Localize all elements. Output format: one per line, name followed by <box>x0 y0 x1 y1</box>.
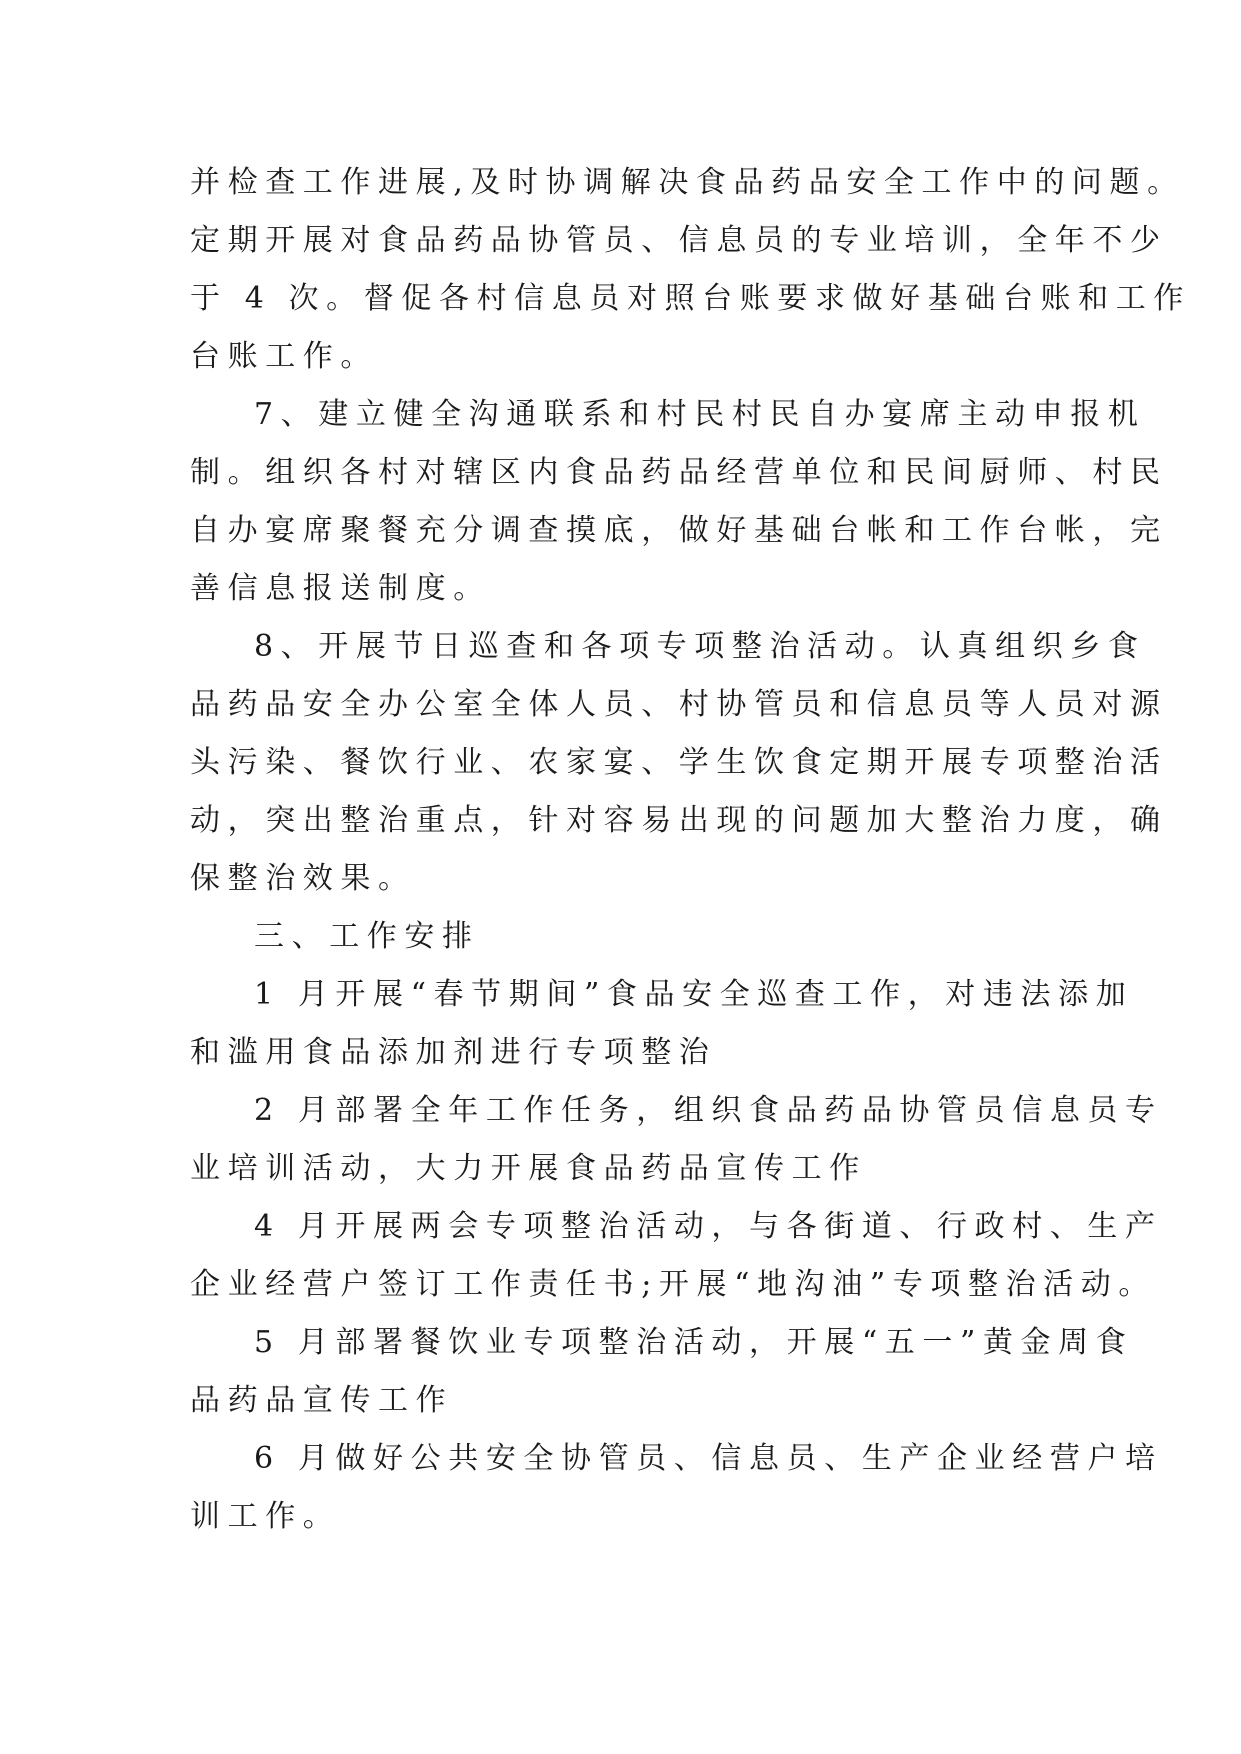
text-line: 保整治效果。 <box>190 861 416 896</box>
text-line: 动，突出整治重点，针对容易出现的问题加大整治力度，确 <box>190 803 1168 838</box>
schedule-item-may: 5 月部署餐饮业专项整治活动，开展“五一”黄金周食 <box>254 1325 1134 1360</box>
text-line: 并检查工作进展,及时协调解决食品药品安全工作中的问题。 <box>190 165 1185 200</box>
text-line: 品药品宣传工作 <box>190 1383 454 1418</box>
section-heading: 三、工作安排 <box>254 919 480 954</box>
schedule-item-jan: 1 月开展“春节期间”食品安全巡查工作，对违法添加 <box>254 977 1134 1012</box>
text-line: 于 4 次。督促各村信息员对照台账要求做好基础台账和工作 <box>190 281 1191 316</box>
schedule-item-feb: 2 月部署全年工作任务，组织食品药品协管员信息员专 <box>254 1093 1163 1128</box>
paragraph-8-heading: 8、开展节日巡查和各项专项整治活动。认真组织乡食 <box>254 629 1146 664</box>
schedule-item-apr: 4 月开展两会专项整治活动，与各街道、行政村、生产 <box>254 1209 1163 1244</box>
text-line: 善信息报送制度。 <box>190 571 491 606</box>
schedule-item-jun: 6 月做好公共安全协管员、信息员、生产企业经营户培 <box>254 1441 1163 1476</box>
text-line: 定期开展对食品药品协管员、信息员的专业培训，全年不少 <box>190 223 1168 258</box>
text-line: 训工作。 <box>190 1499 341 1534</box>
text-line: 品药品安全办公室全体人员、村协管员和信息员等人员对源 <box>190 687 1168 722</box>
text-line: 头污染、餐饮行业、农家宴、学生饮食定期开展专项整治活 <box>190 745 1168 780</box>
text-line: 制。组织各村对辖区内食品药品经营单位和民间厨师、村民 <box>190 455 1168 490</box>
paragraph-7-heading: 7、建立健全沟通联系和村民村民自办宴席主动申报机 <box>254 397 1146 432</box>
text-line: 和滥用食品添加剂进行专项整治 <box>190 1035 717 1070</box>
text-line: 自办宴席聚餐充分调查摸底，做好基础台帐和工作台帐，完 <box>190 513 1168 548</box>
text-line: 企业经营户签订工作责任书;开展“地沟油”专项整治活动。 <box>190 1267 1156 1302</box>
text-line: 业培训活动，大力开展食品药品宣传工作 <box>190 1151 867 1186</box>
text-line: 台账工作。 <box>190 339 378 374</box>
